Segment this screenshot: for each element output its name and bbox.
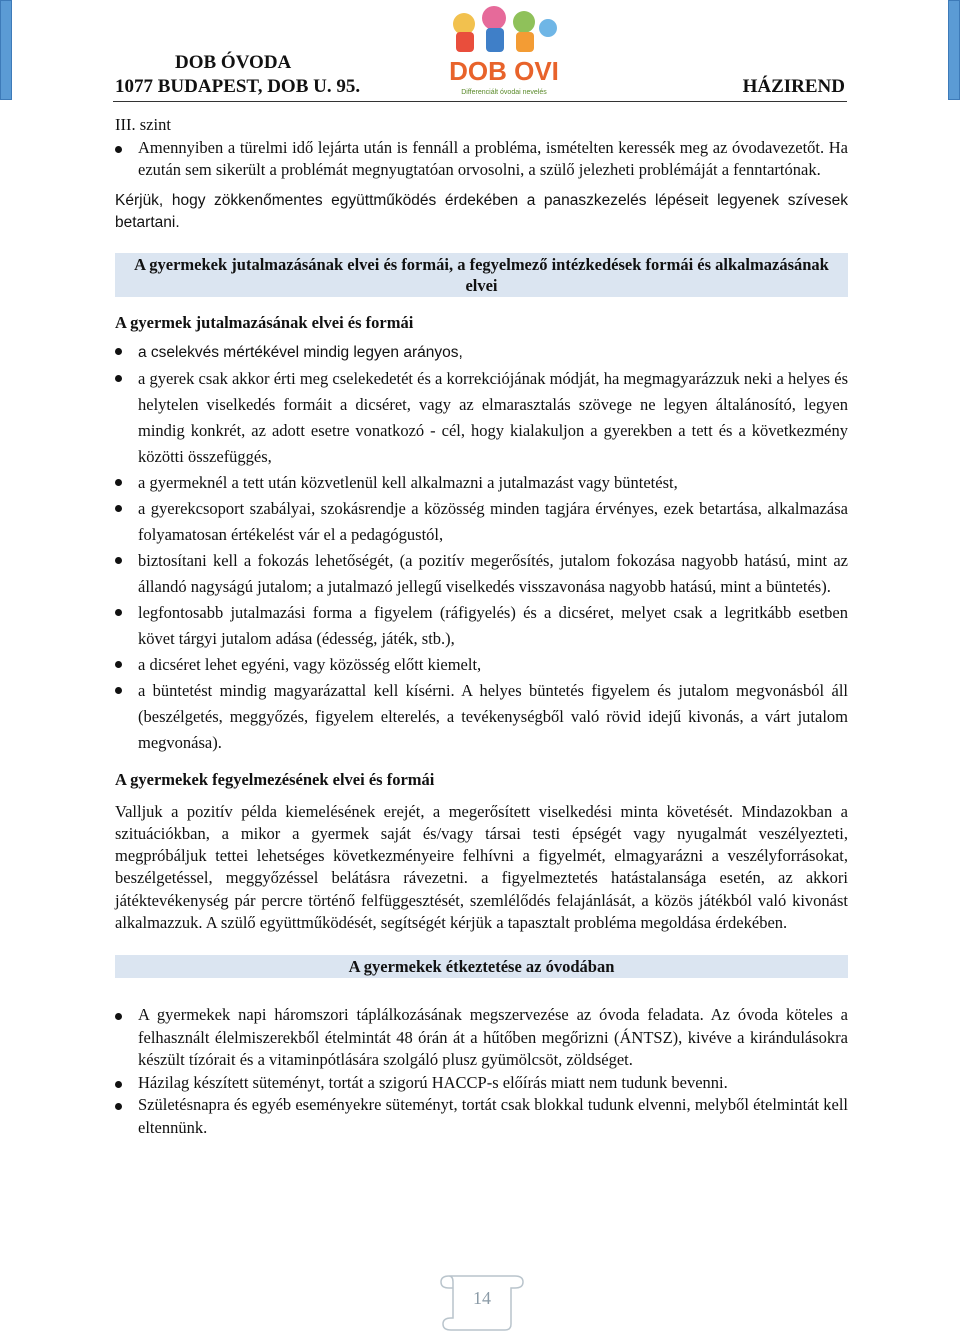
list-item-text: a gyerekcsoport szabályai, szokásrendje a közösség minden tagjára érvényes, ezek betartása, alkalmazása folyamatosan értékelést vár el a pedagógustól, [138,499,848,544]
bullet-icon [115,1103,122,1110]
list-item [115,548,848,600]
list-item-text: a dicséret lehet egyéni, vagy közösség előtt kiemelt, [138,655,482,674]
list-item [115,1094,848,1139]
bullet-icon [115,687,122,694]
bullet-icon [115,557,122,564]
section-title-meals: A gyermekek étkeztetése az óvodában [115,955,848,978]
list-item-text: a büntetést mindig magyarázattal kell kísérni. A helyes büntetés figyelem és jutalom megvonásból áll (beszélgetés, meggyőzés, figyelem elterelés, a tevékenységből való rövid idejű kivonás, a várt jutalom megvonása). [138,681,848,752]
page-number-scroll [437,1268,527,1332]
level3-heading: III. szint [115,115,171,134]
svg-text:Differenciált óvodai nevelés: Differenciált óvodai nevelés [461,89,547,96]
document-title: HÁZIREND [742,76,845,97]
list-item [115,1004,848,1072]
meals-list [115,1004,848,1139]
svg-text:DOB OVI: DOB OVI [449,56,559,86]
list-item [115,678,848,756]
list-item-text: Amennyiben a türelmi idő lejárta után is fennáll a probléma, ismételten keressék meg az óvodavezetőt. Ha ezután sem sikerült a problémát megnyugtatóan orvosolni, a szülő jelezheti problémáját a fenntartónak. [138,137,848,179]
discipline-paragraph: Valljuk a pozitív példa kiemelésének erejét, a megerősített viselkedési minta követését. Mindazokban a szituációkban, a mikor a gyermek saját és/vagy társai testi épségét vagy nyugalmát veszélyezteti, megpróbáljuk tettei lehetséges következményeire felhívni a figyelmét, elmagyarázni a veszélyforrásokat, beszélgetéssel, meggyőzéssel belátásra rávezetni. a figyelmeztetés hatástalansága esetén, az akkori játéktevékenység pár percre történő felfüggesztését, szemlélődés felajánlását, a közös játékból való kivonást alkalmazzuk. A szülő együttműködését, segítségét kérjük a tapasztalt probléma megoldása érdekében. [115,801,848,932]
subheading-rewards: A gyermek jutalmazásának elvei és formái [115,312,414,332]
list-item [115,600,848,652]
rewards-list [115,339,848,756]
list-item-text: biztosítani kell a fokozás lehetőségét, (a pozitív megerősítés, jutalom fokozása nagyobb hatású, mint az állandó nagyságú jutalom; a jutalmazó jellegű viselkedés visszavonása nagyobb hatású, mint a büntetés). [138,551,848,596]
bullet-icon [115,609,122,616]
list-item-text: Házilag készített süteményt, tortát a szigorú HACCP-s előírás miatt nem tudunk bevenni. [138,1072,728,1092]
list-item [115,137,848,181]
list-item [115,366,848,470]
subheading-discipline: A gyermekek fegyelmezésének elvei és formái [115,770,435,789]
list-item [115,496,848,548]
page-number: 14 [473,1288,491,1308]
list-item [115,470,848,496]
org-name: DOB ÓVODA [175,52,292,73]
list-item [115,1072,848,1095]
complaint-note: Kérjük, hogy zökkenőmentes együttműködés érdekében a panaszkezelés lépéseit legyenek szívesek betartani. [115,191,848,231]
bullet-icon [115,348,122,355]
list-item-text: a cselekvés mértékével mindig legyen arányos, [138,344,463,361]
bullet-icon [115,505,122,512]
kindergarten-logo [444,2,564,98]
org-address: 1077 BUDAPEST, DOB U. 95. [115,76,361,97]
list-item-text: A gyermekek napi háromszori táplálkozásának megszervezése az óvoda feladata. Az óvoda köteles a felhasznált élelmiszerekből ételmintát 48 órán át a hűtőben megőrizni (ÁNTSZ), kivéve a kirándulásokra készült tízórait és a vitaminpótlására szolgáló plusz gyümölcsöt, zöldséget. [138,1005,848,1070]
section-title-rewards: A gyermekek jutalmazásának elvei és formái, a fegyelmező intézkedések formái és alkalmazásának elvei [115,253,848,297]
bullet-icon [115,146,122,153]
bullet-icon [115,1013,122,1020]
bullet-icon [115,661,122,668]
list-item-text: legfontosabb jutalmazási forma a figyelem (ráfigyelés) és a dicséret, melyet csak a legritkább esetben követ tárgyi jutalom adása (édesség, játék, stb.), [138,603,848,648]
list-item-text: a gyermeknél a tett után közvetlenül kell alkalmazni a jutalmazást vagy büntetést, [138,473,678,492]
list-item-text: Születésnapra és egyéb eseményekre süteményt, tortát csak blokkal tudunk elvenni, melyből ételmintát kell eltennünk. [138,1095,848,1137]
page-header [0,0,960,104]
bullet-icon [115,1081,122,1088]
level3-list [115,137,848,181]
bullet-icon [115,375,122,382]
list-item [115,339,848,366]
list-item [115,652,848,678]
page-content [115,114,848,1139]
bullet-icon [115,479,122,486]
header-rule [113,101,847,102]
list-item-text: a gyerek csak akkor érti meg cselekedetét és a korrekciójának módját, ha megmagyarázzuk neki a helyes és helytelen viselkedés formáit a dicséret, vagy az elmarasztalás szövege ne legyen általánosító, legyen mindig konkrét, az adott esetre vonatkozó - cél, hogy kialakuljon a gyerekben a tett és a következmény közötti összefüggés, [138,369,848,466]
